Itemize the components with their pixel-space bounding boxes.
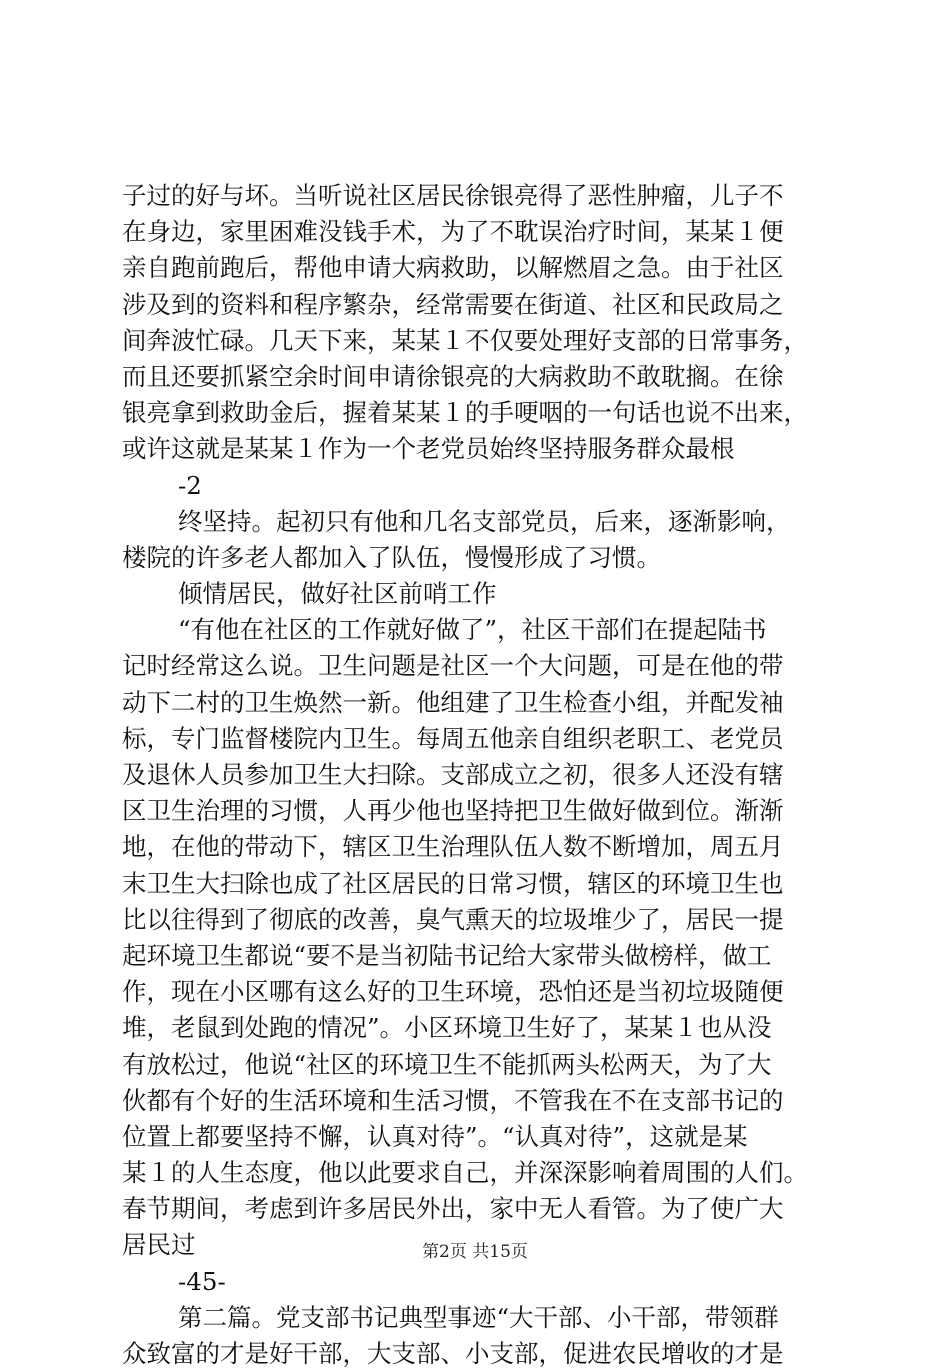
- text-line: 在身边，家里困难没钱手术，为了不耽误治疗时间，某某１便: [122, 217, 784, 247]
- text-line: 动下二村的卫生焕然一新。他组建了卫生检查小组，并配发袖: [122, 687, 784, 717]
- text-line: 作，现在小区哪有这么好的卫生环境，恐怕还是当初垃圾随便: [122, 977, 784, 1007]
- page-footer: [0, 1241, 950, 1263]
- text-line: 或许这就是某某１作为一个老党员始终坚持服务群众最根: [122, 434, 735, 464]
- text-line: 而且还要抓紧空余时间申请徐银亮的大病救助不敢耽搁。在徐: [122, 361, 784, 391]
- document-body: [122, 178, 842, 1372]
- text-line: 末卫生大扫除也成了社区居民的日常习惯，辖区的环境卫生也: [122, 868, 784, 898]
- text-line: 子过的好与坏。当听说社区居民徐银亮得了恶性肿瘤，儿子不: [122, 181, 784, 210]
- text-line: 有放松过，他说“社区的环境卫生不能抓两头松两天，为了大: [122, 1049, 772, 1079]
- text-line: 终坚持。起初只有他和几名支部党员，后来，逐渐影响，: [178, 506, 791, 536]
- section-heading: 倾情居民，做好社区前哨工作: [178, 579, 497, 609]
- text-line: 春节期间，考虑到许多居民外出，家中无人看管。为了使广大: [122, 1194, 784, 1224]
- text-line: 区卫生治理的习惯，人再少他也坚持把卫生做好做到位。渐渐: [122, 796, 784, 826]
- text-line: 银亮拿到救助金后，握着某某１的手哽咽的一句话也说不出来，: [122, 398, 808, 428]
- text-line: 第二篇。党支部书记典型事迹“大干部、小干部，带领群: [178, 1302, 779, 1332]
- page-number-label: 第2页 共15页: [422, 1242, 528, 1262]
- text-line: 比以往得到了彻底的改善，臭气熏天的垃圾堆少了，居民一提: [122, 904, 784, 934]
- text-line: 起环境卫生都说“要不是当初陆书记给大家带头做榜样，做工: [122, 940, 772, 970]
- text-line: 及退休人员参加卫生大扫除。支部成立之初，很多人还没有辖: [122, 760, 784, 789]
- text-line: 众致富的才是好干部，大支部、小支部，促进农民增收的才是: [122, 1339, 784, 1368]
- page-marker: -45-: [178, 1266, 226, 1296]
- page-marker: -2: [178, 470, 202, 500]
- text-line: “有他在社区的工作就好做了”，社区干部们在提起陆书: [178, 615, 767, 645]
- text-line: 居民过: [122, 1230, 196, 1260]
- text-line: 间奔波忙碌。几天下来，某某１不仅要处理好支部的日常事务，: [122, 325, 808, 355]
- text-line: 楼院的许多老人都加入了队伍，慢慢形成了习惯。: [122, 542, 661, 572]
- text-line: 某１的人生态度，他以此要求自己，并深深影响着周围的人们。: [122, 1158, 808, 1188]
- text-line: 涉及到的资料和程序繁杂，经常需要在街道、社区和民政局之: [122, 289, 784, 319]
- text-line: 地，在他的带动下，辖区卫生治理队伍人数不断增加，周五月: [122, 832, 784, 862]
- text-line: 堆，老鼠到处跑的情况”。小区环境卫生好了，某某１也从没: [122, 1013, 772, 1043]
- text-line: 标，专门监督楼院内卫生。每周五他亲自组织老职工、老党员: [122, 723, 784, 753]
- text-line: 亲自跑前跑后，帮他申请大病救助，以解燃眉之急。由于社区: [122, 253, 784, 283]
- text-line: 伙都有个好的生活环境和生活习惯，不管我在不在支部书记的: [122, 1085, 784, 1115]
- text-line: 位置上都要坚持不懈，认真对待”。“认真对待”，这就是某: [122, 1121, 748, 1151]
- text-line: 记时经常这么说。卫生问题是社区一个大问题，可是在他的带: [122, 651, 784, 681]
